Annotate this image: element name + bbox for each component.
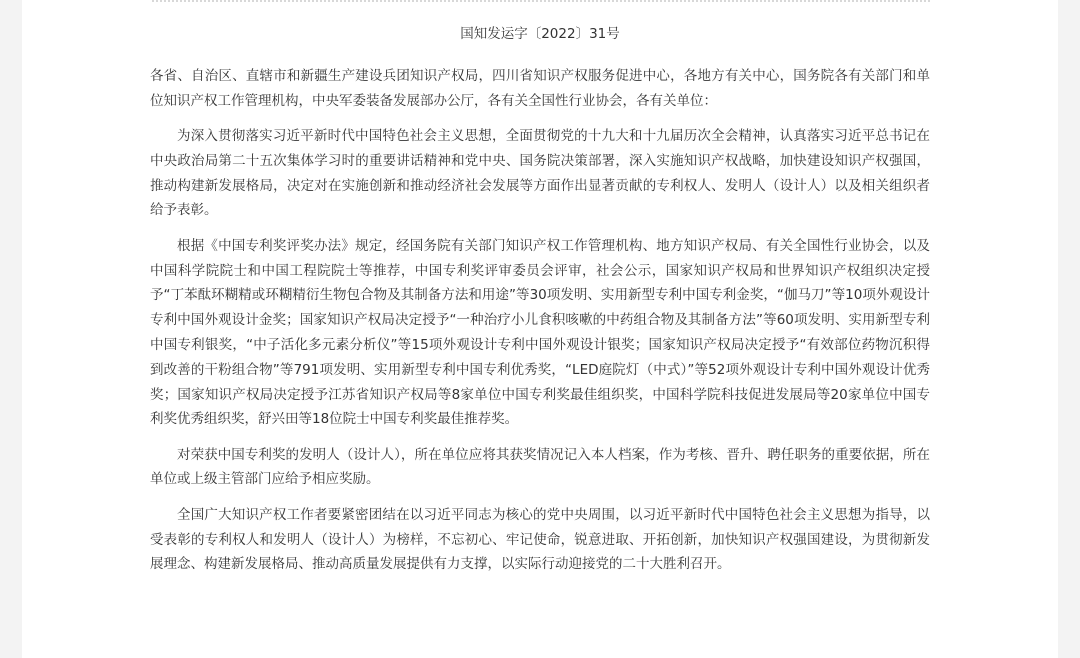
body-paragraph-rewards: 对荣获中国专利奖的发明人（设计人），所在单位应将其获奖情况记入本人档案，作为考核、晋升、聘任职务的重要依据，所在单位或上级主管部门应给予相应奖励。 — [150, 446, 930, 488]
document-page — [22, 0, 1058, 658]
top-divider — [152, 0, 930, 5]
body-paragraph-awards: 根据《中国专利奖评奖办法》规定，经国务院有关部门知识产权工作管理机构、地方知识产权局、有关全国性行业协会，以及中国科学院院士和中国工程院院士等推荐，中国专利奖评审委员会评审，社会公示，国家知识产权局和世界知识产权组织决定授予“丁苯酞环糊精或环糊精衍生物包合物及其制备方法和用途”等30项发明、实用新型专利中国专利金奖，“伽马刀”等10项外观设计专利中国外观设计金奖；国家知识产权局决定授予“一种治疗小儿食积咳嗽的中药组合物及其制备方法”等60项发明、实用新型专利中国专利银奖，“中子活化多元素分析仪”等15项外观设计专利中国外观设计银奖；国家知识产权局决定授予“有效部位药物沉积得到改善的干粉组合物”等791项发明、实用新型专利中国专利优秀奖，“LED庭院灯（中式）”等52项外观设计专利中国外观设计优秀奖；国家知识产权局决定授予江苏省知识产权局等8家单位中国专利奖最佳组织奖，中国科学院科技促进发展局等20家单位中国专利奖优秀组织奖，舒兴田等18位院士中国专利奖最佳推荐奖。 — [150, 237, 930, 428]
document-number: 国知发运字〔2022〕31号 — [460, 26, 620, 42]
body-paragraph-purpose: 为深入贯彻落实习近平新时代中国特色社会主义思想，全面贯彻党的十九大和十九届历次全会精神，认真落实习近平总书记在中央政治局第二十五次集体学习时的重要讲话精神和党中央、国务院决策部署，深入实施知识产权战略，加快建设知识产权强国，推动构建新发展格局，决定对在实施创新和推动经济社会发展等方面作出显著贡献的专利权人、发明人（设计人）以及相关组织者给予表彰。 — [150, 128, 930, 219]
body-paragraph-call-to-action: 全国广大知识产权工作者要紧密团结在以习近平同志为核心的党中央周围，以习近平新时代中国特色社会主义思想为指导，以受表彰的专利权人和发明人（设计人）为榜样，不忘初心、牢记使命，锐意进取、开拓创新，加快知识产权强国建设，为贯彻新发展理念、构建新发展格局、推动高质量发展提供有力支撑，以实际行动迎接党的二十大胜利召开。 — [150, 506, 930, 573]
document-body — [150, 64, 930, 588]
addressees-paragraph: 各省、自治区、直辖市和新疆生产建设兵团知识产权局，四川省知识产权服务促进中心，各地方有关中心，国务院各有关部门和单位知识产权工作管理机构，中央军委装备发展部办公厅，各有关全国性行业协会，各有关单位： — [150, 68, 930, 109]
